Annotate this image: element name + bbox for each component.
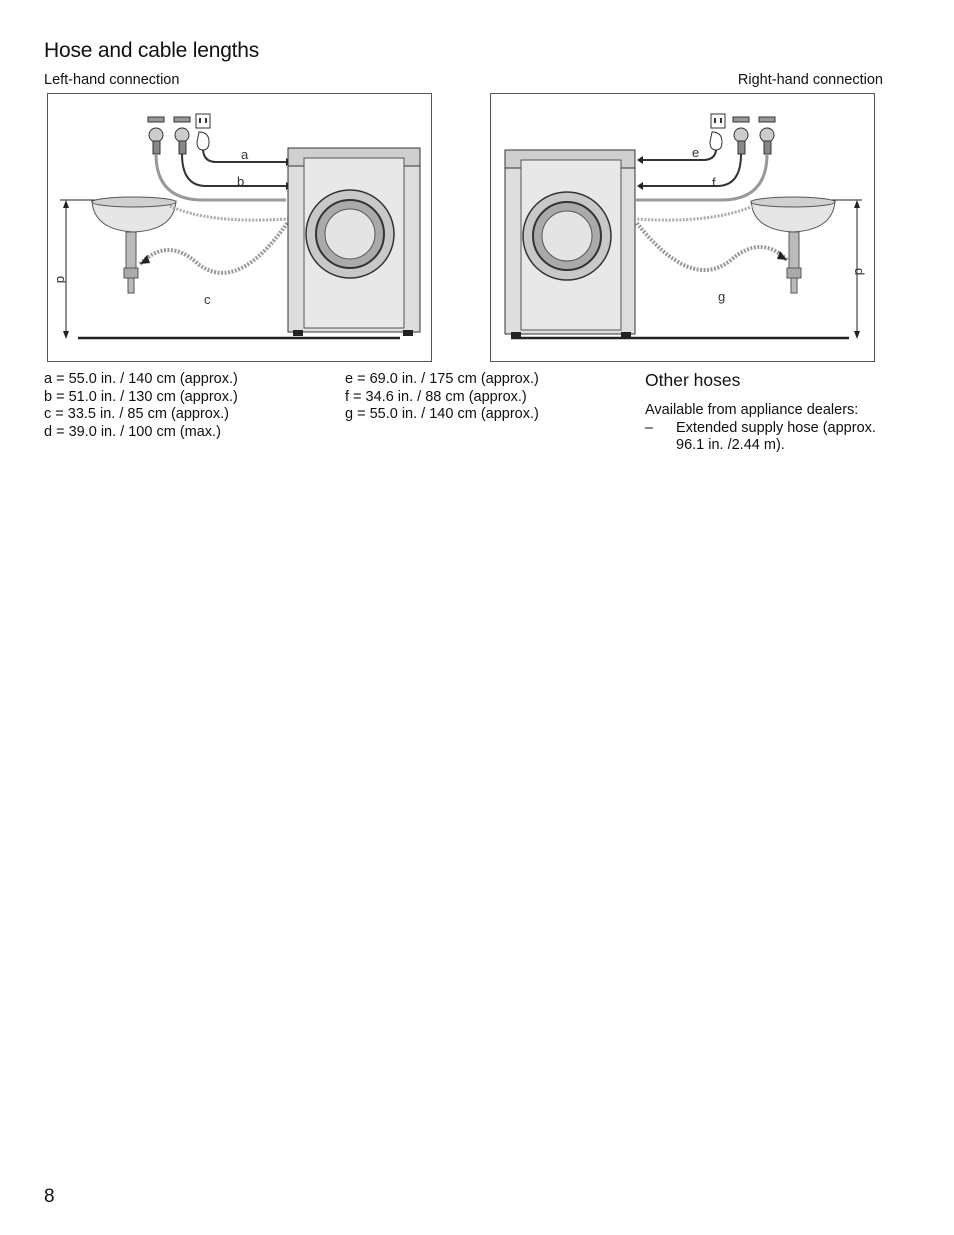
measurement-a: a = 55.0 in. / 140 cm (approx.) — [44, 371, 238, 387]
page-title: Hose and cable lengths — [44, 39, 260, 62]
dimension-label-b: b — [237, 174, 245, 189]
other-hoses-heading: Other hoses — [645, 370, 741, 390]
dimension-label-c: c — [204, 292, 211, 307]
other-hoses-intro: Available from appliance dealers: — [645, 402, 859, 418]
left-connection-diagram — [47, 93, 432, 362]
measurement-d: d = 39.0 in. / 100 cm (max.) — [44, 423, 221, 440]
sink — [751, 197, 835, 293]
dimension-label-e: e — [692, 145, 700, 160]
dimension-label-a: a — [241, 147, 249, 162]
power-outlet — [710, 114, 725, 150]
list-bullet: – — [645, 420, 654, 436]
measurement-b: b = 51.0 in. / 130 cm (approx.) — [44, 388, 238, 405]
water-tap-hot — [733, 117, 749, 154]
dimension-label-d: d — [852, 268, 867, 276]
washing-machine — [288, 148, 420, 336]
left-connection-heading: Left-hand connection — [44, 72, 180, 88]
list-item — [645, 420, 906, 454]
right-connection-illustration — [491, 94, 874, 361]
measurement-e: e = 69.0 in. / 175 cm (approx.) — [345, 371, 539, 387]
measurement-g: g = 55.0 in. / 140 cm (approx.) — [345, 406, 539, 422]
dimension-label-f: f — [712, 175, 716, 190]
left-measurements-list — [44, 371, 238, 441]
measurement-c: c = 33.5 in. / 85 cm (approx.) — [44, 406, 229, 422]
right-connection-diagram — [490, 93, 875, 362]
dimension-label-d: d — [54, 276, 69, 284]
sink — [92, 197, 176, 293]
right-connection-heading: Right-hand connection — [737, 72, 883, 88]
list-item-text: Extended supply hose (approx. 96.1 in. /2.44 m). — [676, 420, 876, 453]
washing-machine — [505, 150, 635, 338]
left-connection-illustration — [48, 94, 431, 361]
water-tap-hot — [174, 117, 190, 154]
page-number: 8 — [44, 1186, 55, 1207]
dimension-label-g: g — [718, 289, 726, 304]
water-tap-cold — [148, 117, 164, 154]
right-measurements-list — [345, 371, 539, 424]
measurement-f: f = 34.6 in. / 88 cm (approx.) — [345, 388, 527, 405]
power-outlet — [196, 114, 210, 150]
other-hoses-list — [645, 420, 906, 454]
water-tap-cold — [759, 117, 775, 154]
